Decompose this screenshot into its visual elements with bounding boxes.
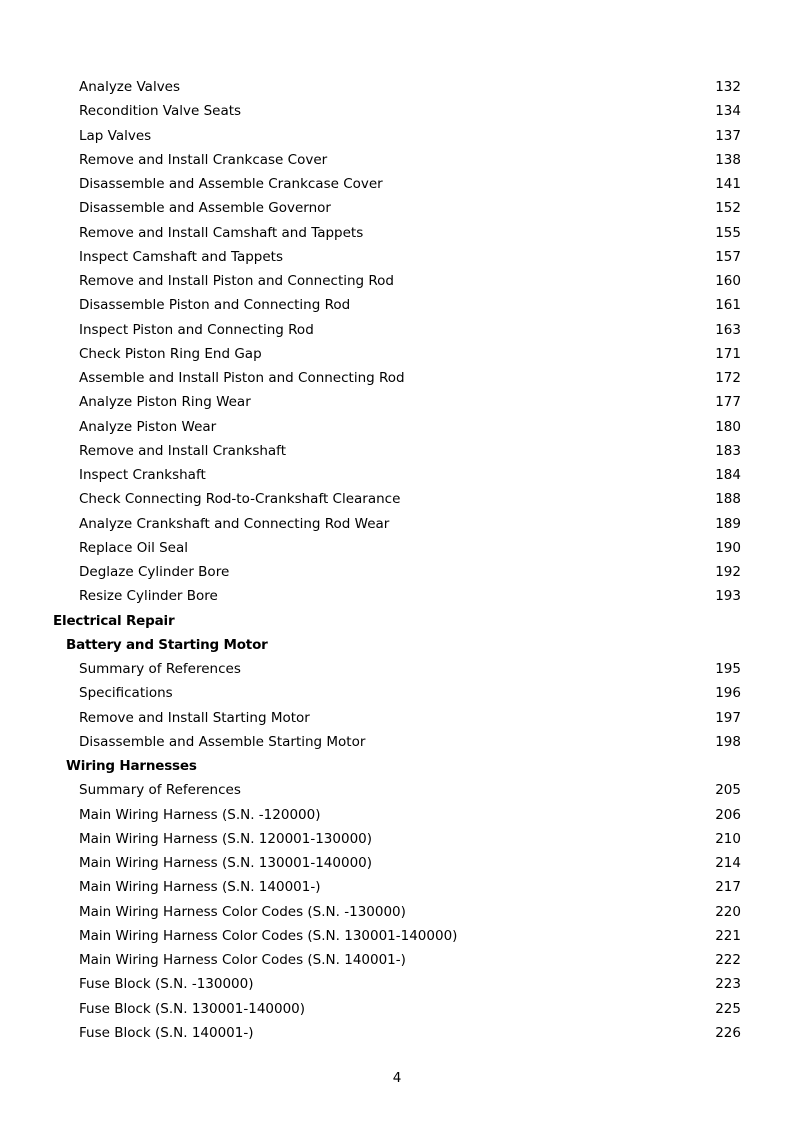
toc-entry-page-number: 134 — [715, 103, 741, 120]
toc-entry-page-number: 184 — [715, 467, 741, 483]
toc-entry-title: Recondition Valve Seats — [79, 103, 242, 120]
toc-entry — [0, 536, 794, 560]
toc-entry — [0, 293, 794, 317]
toc-entry-title: Battery and Starting Motor — [66, 636, 268, 653]
toc-entry-title: Disassemble and Assemble Starting Motor — [79, 733, 366, 750]
toc-entry-page-number: 189 — [715, 515, 741, 532]
toc-entry-title: Inspect Crankshaft — [79, 467, 206, 483]
toc-entry — [0, 827, 794, 851]
toc-entry-page-number: 225 — [715, 1000, 741, 1017]
toc-entry-title: Assemble and Install Piston and Connecting Rod — [79, 370, 405, 386]
toc-entry-title: Disassemble Piston and Connecting Rod — [79, 297, 351, 314]
toc-entry-title: Replace Oil Seal — [79, 539, 189, 556]
toc-entry-title: Inspect Piston and Connecting Rod — [79, 321, 314, 338]
toc-entry-title: Analyze Valves — [79, 79, 181, 95]
toc-entry-title: Inspect Camshaft and Tappets — [79, 248, 284, 265]
toc-entry-page-number: 222 — [715, 952, 741, 968]
toc-entry — [0, 172, 794, 196]
toc-entry-title: Disassemble and Assemble Crankcase Cover — [79, 176, 383, 192]
toc-entry — [0, 584, 794, 608]
toc-entry-title: Remove and Install Crankshaft — [79, 442, 286, 459]
toc-entry-title: Main Wiring Harness (S.N. 120001-130000) — [79, 830, 373, 847]
toc-entry-page-number: 198 — [715, 733, 741, 750]
toc-entry-page-number: 196 — [715, 685, 741, 702]
toc-entry — [0, 366, 794, 390]
toc-entry-page-number: 205 — [715, 782, 741, 799]
toc-entry-page-number: 163 — [715, 321, 741, 338]
toc-entry-title: Summary of References — [79, 782, 241, 799]
toc-entry-page-number: 157 — [715, 248, 741, 265]
toc-entry-title: Check Piston Ring End Gap — [79, 345, 262, 362]
toc-entry — [0, 924, 794, 948]
toc-entry-title: Check Connecting Rod-to-Crankshaft Clearance — [79, 491, 401, 508]
toc-entry — [0, 730, 794, 754]
toc-entry-page-number: 172 — [715, 370, 741, 386]
toc-entry-page-number: 171 — [715, 345, 741, 362]
toc-entry — [0, 972, 794, 996]
toc-entry-title: Wiring Harnesses — [66, 758, 197, 774]
toc-entry-page-number: 160 — [715, 273, 741, 289]
toc-entry-title: Specifications — [79, 685, 173, 702]
toc-entry-page-number: 220 — [715, 903, 741, 920]
toc-entry — [0, 269, 794, 293]
toc-entry — [0, 997, 794, 1021]
toc-entry — [0, 342, 794, 366]
toc-entry-page-number: 180 — [715, 418, 741, 435]
toc-entry — [0, 318, 794, 342]
toc-entry-page-number: 193 — [715, 588, 741, 605]
toc-entry — [0, 681, 794, 705]
toc-entry-page-number: 195 — [715, 661, 741, 677]
toc-entry-page-number: 190 — [715, 539, 741, 556]
toc-entry-title: Analyze Piston Wear — [79, 418, 217, 435]
toc-entry-page-number: 197 — [715, 709, 741, 726]
toc-entry-title: Main Wiring Harness (S.N. 140001-) — [79, 879, 321, 896]
toc-entry-title: Analyze Piston Ring Wear — [79, 394, 251, 411]
toc-entry-page-number: 210 — [715, 830, 741, 847]
toc-entry-title: Main Wiring Harness (S.N. 130001-140000) — [79, 855, 373, 871]
toc-entry — [0, 487, 794, 511]
toc-entry-page-number: 152 — [715, 200, 741, 217]
toc-entry-title: Disassemble and Assemble Governor — [79, 200, 331, 217]
toc-entry-page-number: 206 — [715, 806, 741, 823]
toc-entry-page-number: 217 — [715, 879, 741, 896]
toc-entry — [0, 803, 794, 827]
toc-entry — [0, 439, 794, 463]
toc-entry — [0, 1021, 794, 1045]
toc-entry-title: Remove and Install Starting Motor — [79, 709, 310, 726]
toc-entry-title: Main Wiring Harness Color Codes (S.N. 130001-140000) — [79, 927, 458, 944]
toc-entry-title: Fuse Block (S.N. 140001-) — [79, 1024, 254, 1041]
toc-entry — [0, 706, 794, 730]
toc-subsection-heading — [0, 633, 794, 657]
toc-entry-title: Fuse Block (S.N. 130001-140000) — [79, 1000, 306, 1017]
toc-entry — [0, 196, 794, 220]
toc-entry-page-number: 192 — [715, 564, 741, 580]
toc-entry — [0, 415, 794, 439]
toc-entry-page-number: 137 — [715, 127, 741, 144]
toc-entry — [0, 851, 794, 875]
toc-entry-title: Electrical Repair — [53, 612, 175, 629]
toc-entry — [0, 512, 794, 536]
toc-entry-page-number: 155 — [715, 224, 741, 241]
toc-entry-title: Remove and Install Crankcase Cover — [79, 151, 328, 168]
toc-entry-page-number: 214 — [715, 855, 741, 871]
toc-entry-title: Resize Cylinder Bore — [79, 588, 218, 605]
toc-entry — [0, 390, 794, 414]
toc-entry — [0, 221, 794, 245]
toc-entry — [0, 99, 794, 123]
toc-entry-page-number: 183 — [715, 442, 741, 459]
toc-entry-title: Remove and Install Piston and Connecting Rod — [79, 273, 395, 289]
toc-entry-page-number: 188 — [715, 491, 741, 508]
toc-entry-page-number: 161 — [715, 297, 741, 314]
toc-entry-title: Summary of References — [79, 661, 241, 677]
toc-entry — [0, 148, 794, 172]
toc-entry — [0, 875, 794, 899]
page-number: 4 — [392, 1070, 402, 1086]
toc-entry-page-number: 177 — [715, 394, 741, 411]
toc-entry — [0, 124, 794, 148]
toc-entry — [0, 657, 794, 681]
toc-entry-page-number: 226 — [715, 1024, 741, 1041]
toc-entry-page-number: 223 — [715, 976, 741, 993]
toc-entry — [0, 245, 794, 269]
toc-entry-title: Lap Valves — [79, 127, 152, 144]
toc-entry-page-number: 221 — [715, 927, 741, 944]
toc-entry — [0, 900, 794, 924]
toc-entry-page-number: 141 — [715, 176, 741, 192]
toc-entry-page-number: 138 — [715, 151, 741, 168]
toc-entry — [0, 778, 794, 802]
table-of-contents — [0, 75, 794, 1045]
toc-entry-title: Fuse Block (S.N. -130000) — [79, 976, 254, 993]
toc-entry-title: Analyze Crankshaft and Connecting Rod Wear — [79, 515, 390, 532]
toc-entry-title: Deglaze Cylinder Bore — [79, 564, 230, 580]
toc-entry-page-number: 132 — [715, 79, 741, 95]
toc-entry-title: Main Wiring Harness Color Codes (S.N. -130000) — [79, 903, 406, 920]
toc-entry-title: Main Wiring Harness Color Codes (S.N. 140001-) — [79, 952, 406, 968]
toc-entry-title: Remove and Install Camshaft and Tappets — [79, 224, 364, 241]
toc-entry — [0, 560, 794, 584]
toc-entry-title: Main Wiring Harness (S.N. -120000) — [79, 806, 321, 823]
toc-section-heading — [0, 609, 794, 633]
toc-subsection-heading — [0, 754, 794, 778]
toc-entry — [0, 75, 794, 99]
toc-entry — [0, 463, 794, 487]
toc-entry — [0, 948, 794, 972]
